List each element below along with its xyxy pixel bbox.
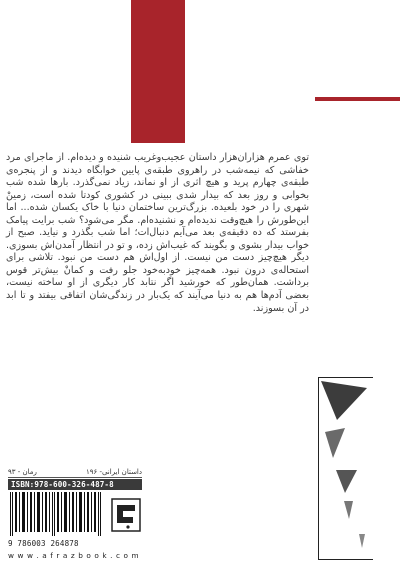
- triangle-icon: [325, 428, 345, 458]
- triangle-icon: [336, 470, 357, 493]
- triangles-graphic: [319, 378, 373, 559]
- triangle-icon: [321, 381, 367, 420]
- genre-line: [8, 467, 142, 478]
- barcode-number: 9 786003 264878: [8, 539, 79, 548]
- blurb-paragraph: توی عمرم هزاران‌هزار داستان عجیب‌وغریب شنیده و دیده‌ام. از ماجرای مرد خفاشی که نیمه‌شب در راهروی طبقه‌ی پایین خوابگاه دیدند و از پنجره‌ی طبقه‌ی چهارم پرید و هیچ اثری از او نماند، زیاد نمی‌گذرد. بارها شده شب بخوابی و روز بعد که بیدار شدی ببینی در کشوری کودتا شده است، زمینْ شهری را در خود بلعیده. بزرگ‌ترین ساختمان دنیا با خاک یکسان شده... اما این‌طورش را هیچ‌وقت ندیده‌ام و نشنیده‌ام. مگر می‌شود؟ شب برایت پیامک بفرستد که ده دقیقه‌ی بعد می‌آیم دنبال‌ات؛ اما شب بگذرد و نیاید. صبح از خواب بیدار بشوی و بگویند که غیب‌اش زده، و تو در انتظار آمدن‌اش بسوزی. دیگر هیچ‌چیز دست من نیست. از اول‌اش هم دست من نبود. تلاشی برای استحاله‌ی درون نبود. همه‌چیز خودبه‌خود جلو رفت و کمانْ بیش‌تر قوس برداشت. همان‌طور که خورشید اگر نتابد کار دیگری از او ساخته نیست، بعضی آدم‌ها هم به دنیا می‌آیند که یک‌بار در زندگی‌شان اتفاقی بیفتد و تا ابد در آن بسوزند.: [6, 152, 309, 314]
- triangle-icon: [359, 534, 365, 548]
- decorative-panel: [318, 377, 373, 560]
- publisher-logo: [109, 497, 143, 533]
- isbn-bar: ISBN:978-600-326-487-8: [8, 479, 142, 490]
- red-block: [131, 0, 185, 143]
- barcode: [8, 492, 106, 536]
- red-accent-line: [315, 97, 400, 101]
- genre-type: رمان - ۹۳: [8, 468, 37, 476]
- genre-label: داستان ایرانی- ۱۹۶: [85, 468, 142, 476]
- website-url[interactable]: w w w . a f r a z b o o k . c o m: [8, 551, 140, 560]
- triangle-icon: [344, 501, 353, 519]
- blurb-text: [6, 152, 309, 315]
